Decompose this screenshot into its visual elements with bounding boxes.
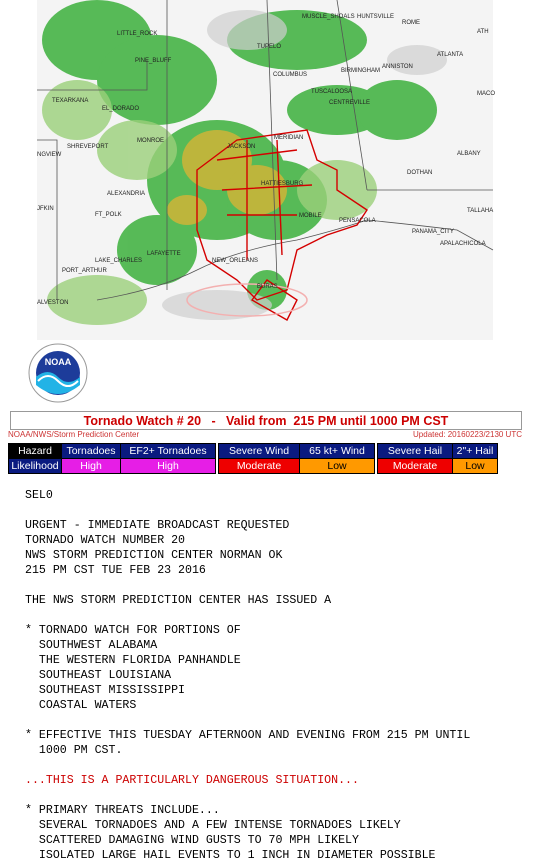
noaa-logo-text: NOAA	[44, 357, 72, 367]
text-line: ISOLATED LARGE HAIL EVENTS TO 1 INCH IN DIAMETER POSSIBLE	[25, 849, 436, 862]
hail2-value: Low	[453, 459, 498, 474]
severe-hail-header: Severe Hail	[378, 444, 453, 459]
city-label: TUPELO	[257, 44, 282, 50]
city-label: NEW_ORLEANS	[212, 258, 259, 264]
credit-updated: Updated: 20160223/2130 UTC	[413, 430, 522, 439]
city-label: MOBILE	[299, 213, 322, 219]
text-line: TORNADO WATCH NUMBER 20	[25, 534, 186, 547]
radar-watch-map	[37, 0, 493, 340]
city-label: TUSCALOOSA	[311, 89, 353, 95]
likelihood-header: Likelihood	[9, 459, 62, 474]
text-line: COASTAL WATERS	[25, 699, 137, 712]
city-label: LAFAYETTE	[147, 251, 181, 257]
tornadoes-value: High	[62, 459, 121, 474]
city-label: FT_POLK	[95, 212, 122, 218]
text-line: 1000 PM CST.	[25, 744, 123, 757]
city-label: BIRMINGHAM	[341, 68, 380, 74]
city-label: LITTLE_ROCK	[117, 31, 158, 37]
city-label: PINE_BLUFF	[135, 58, 172, 64]
text-line: URGENT - IMMEDIATE BROADCAST REQUESTED	[25, 519, 290, 532]
text-line: * TORNADO WATCH FOR PORTIONS OF	[25, 624, 241, 637]
ef2-value: High	[121, 459, 216, 474]
wind65-header: 65 kt+ Wind	[300, 444, 375, 459]
city-label: APALACHICOLA	[440, 241, 486, 247]
city-label: MERIDIAN	[274, 135, 304, 141]
text-line: SEL0	[25, 489, 53, 502]
city-label: ALVESTON	[37, 300, 69, 306]
city-label: MACO	[477, 91, 495, 97]
city-label: JACKSON	[227, 144, 256, 150]
city-label: PANAMA_CITY	[412, 229, 454, 235]
city-label: EL_DORADO	[102, 106, 140, 112]
city-label: COLUMBUS	[273, 72, 308, 78]
text-line: 215 PM CST TUE FEB 23 2016	[25, 564, 206, 577]
text-line: SEVERAL TORNADOES AND A FEW INTENSE TORNADOES LIKELY	[25, 819, 401, 832]
city-label: MONROE	[137, 138, 164, 144]
city-label: JFKIN	[37, 206, 54, 212]
city-label: SHREVEPORT	[67, 144, 109, 150]
city-label: ROME	[402, 20, 420, 26]
city-label: ALBANY	[457, 151, 481, 157]
probability-table	[8, 443, 498, 474]
city-label: CENTREVILLE	[329, 100, 371, 106]
city-label: PENSACOLA	[339, 218, 376, 224]
text-line: NWS STORM PREDICTION CENTER NORMAN OK	[25, 549, 283, 562]
watch-title: Tornado Watch # 20 - Valid from 215 PM until 1000 PM CST	[10, 411, 522, 430]
text-line: * PRIMARY THREATS INCLUDE...	[25, 804, 220, 817]
severe-hail-value: Moderate	[378, 459, 453, 474]
city-label: NGVIEW	[37, 152, 62, 158]
ef2-header: EF2+ Tornadoes	[121, 444, 216, 459]
text-line: SOUTHWEST ALABAMA	[25, 639, 158, 652]
city-label: HATTIESBURG	[261, 181, 304, 187]
city-label: HUNTSVILLE	[357, 14, 395, 20]
city-label: PORT_ARTHUR	[62, 268, 107, 274]
tornadoes-header: Tornadoes	[62, 444, 121, 459]
city-label: BURAS	[257, 284, 278, 290]
city-label: LAKE_CHARLES	[95, 258, 143, 264]
wind65-value: Low	[300, 459, 375, 474]
text-line: SOUTHEAST LOUISIANA	[25, 669, 172, 682]
city-label: TEXARKANA	[52, 98, 89, 104]
text-line: THE WESTERN FLORIDA PANHANDLE	[25, 654, 241, 667]
text-line: THE NWS STORM PREDICTION CENTER HAS ISSUED A	[25, 594, 332, 607]
severe-wind-value: Moderate	[219, 459, 300, 474]
watch-text	[25, 488, 470, 863]
text-line: SOUTHEAST MISSISSIPPI	[25, 684, 186, 697]
city-label: DOTHAN	[407, 170, 433, 176]
noaa-logo	[28, 343, 88, 403]
credit-source: NOAA/NWS/Storm Prediction Center	[8, 430, 140, 439]
text-line: SCATTERED DAMAGING WIND GUSTS TO 70 MPH LIKELY	[25, 834, 359, 847]
city-label: ATLANTA	[437, 52, 464, 58]
city-label: ATH	[477, 29, 489, 35]
city-label: ALEXANDRIA	[107, 191, 146, 197]
pds-warning: ...THIS IS A PARTICULARLY DANGEROUS SITUATION...	[25, 774, 359, 787]
city-label: MUSCLE_SHOALS	[302, 14, 355, 20]
text-line: * EFFECTIVE THIS TUESDAY AFTERNOON AND EVENING FROM 215 PM UNTIL	[25, 729, 471, 742]
hail2-header: 2"+ Hail	[453, 444, 498, 459]
city-label: ANNISTON	[382, 64, 413, 70]
severe-wind-header: Severe Wind	[219, 444, 300, 459]
hazard-header: Hazard	[9, 444, 62, 459]
city-label: TALLAHA	[467, 208, 494, 214]
